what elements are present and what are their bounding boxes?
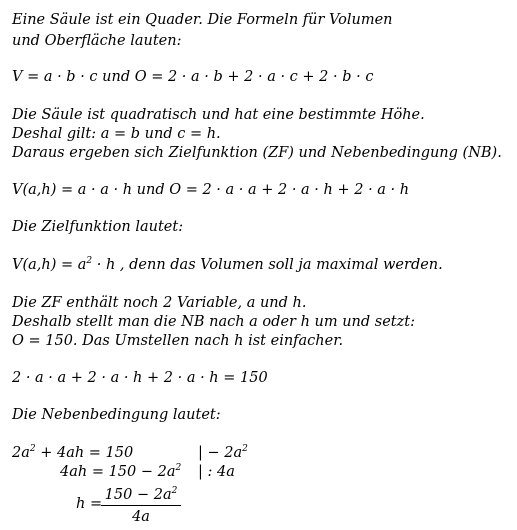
fraction-denominator: 4a <box>132 509 150 525</box>
text-line-intro: Eine Säule ist ein Quader. Die Formeln für Volumen <box>12 12 393 28</box>
fraction-numerator: $150 - 2a^2$ <box>104 486 178 503</box>
text-line-deshal: Deshal gilt: a = b und c = h. <box>12 126 221 142</box>
text-line-nb-heading: Die Nebenbedingung lautet: <box>12 407 221 423</box>
text-line-zf-nb: Daraus ergeben sich Zielfunktion (ZF) und Nebenbedingung (NB). <box>12 145 502 161</box>
formula-target-function: $V(a,h) = a^2 \cdot h$ , denn das Volumen soll ja maximal werden. <box>12 256 443 273</box>
text-line-o-150: O = 150. Das Umstellen nach h ist einfacher. <box>12 333 344 349</box>
equation-note-2: | : 4a <box>198 464 235 480</box>
text-line-zf-heading: Die Zielfunktion lautet: <box>12 219 184 235</box>
equation-row-3-lhs: h = <box>76 496 103 512</box>
equation-row-3-fraction <box>101 486 181 526</box>
formula-nb-equation: 2 · a · a + 2 · a · h + 2 · a · h = 150 <box>12 370 268 386</box>
text-line-square: Die Säule ist quadratisch und hat eine bestimmte Höhe. <box>12 107 425 123</box>
text-line-variables: Die ZF enthält noch 2 Variable, a und h. <box>12 295 307 311</box>
fraction-bar <box>101 505 181 506</box>
text-line-rearrange: Deshalb stellt man die NB nach a oder h um und setzt: <box>12 314 415 330</box>
equation-row-2: $4ah = 150 - 2a^2$ <box>60 463 182 480</box>
equation-note-1: | − $2a^2$ <box>198 444 248 461</box>
formula-substituted: V(a,h) = a · a · h und O = 2 · a · a + 2 · a · h + 2 · a · h <box>12 182 410 198</box>
formula-volume-surface: V = a · b · c und O = 2 · a · b + 2 · a · c + 2 · b · c <box>12 69 374 85</box>
text-line-intro-2: und Oberfläche lauten: <box>12 33 182 49</box>
equation-row-1: $2a^2 + 4ah = 150$ <box>12 444 134 461</box>
